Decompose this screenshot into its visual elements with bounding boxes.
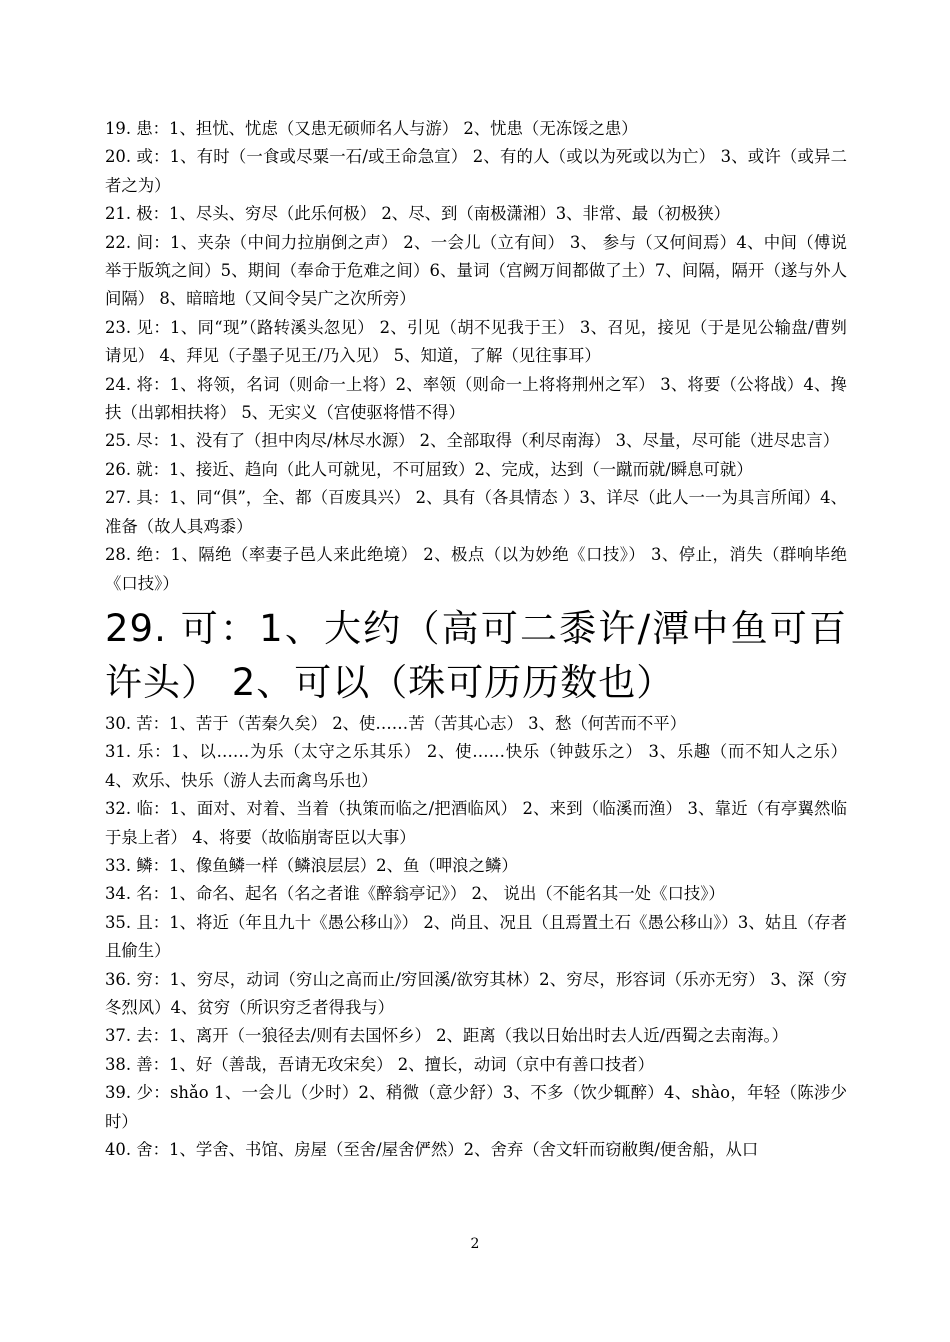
- entry-31: 31. 乐：1、以……为乐（太守之乐其乐） 2、使……快乐（钟鼓乐之） 3、乐趣（而不知人之乐） 4、欢乐、快乐（游人去而禽鸟乐也）: [105, 742, 847, 790]
- entry-24: 24. 将：1、将领，名词（则命一上将）2、率领（则命一上将将荆州之军） 3、将要（公将战）4、搀扶（出郭相扶将） 5、无实义（宫使驱将惜不得）: [105, 374, 847, 423]
- entry-19: 19. 患：1、担忧、忧虑（又患无硕师名人与游） 2、忧患（无冻馁之患）: [105, 119, 638, 138]
- entry-33: 33. 鳞：1、像鱼鳞一样（鳞浪层层）2、鱼（呷浪之鳞）: [105, 855, 518, 875]
- entry-37: 37. 去：1、离开（一狼径去/则有去国怀乡） 2、距离（我以日始出时去人近/西蜀之去南海。）: [105, 1026, 789, 1046]
- entry-22: 22. 间：1、夹杂（中间力拉崩倒之声） 2、一会儿（立有间） 3、 参与（又何间焉）4、中间（傅说举于版筑之间）5、期间（奉命于危难之间）6、量词（宫阙万间都做了土）7、间隔，隔开（遂与外人间隔） 8、暗暗地（又间令吴广之次所旁）: [105, 232, 847, 309]
- entry-23: 23. 见：1、同“现”（路转溪头忽见） 2、引见（胡不见我于王） 3、召见，接见（于是见公输盘/曹刿请见） 4、拜见（子墨子见王/乃入见） 5、知道，了解（见往事耳）: [105, 317, 847, 366]
- entry-28: 28. 绝：1、隔绝（率妻子邑人来此绝境） 2、极点（以为妙绝《口技》） 3、停止，消失（群响毕绝《口技》）: [105, 545, 847, 593]
- entry-36: 36. 穷：1、穷尽，动词（穷山之高而止/穷回溪/欲穷其林）2、穷尽，形容词（乐亦无穷） 3、深（穷冬烈风）4、贫穷（所识穷乏者得我与）: [105, 969, 847, 1017]
- entry-38: 38. 善：1、好（善哉，吾请无攻宋矣） 2、擅长，动词（京中有善口技者）: [105, 1054, 655, 1074]
- entry-29-large: 29. 可：1、大约（高可二黍许/潭中鱼可百许头） 2、可以（珠可历历数也）: [105, 606, 847, 704]
- entry-34: 34. 名：1、命名、起名（名之者谁《醉翁亭记》） 2、 说出（不能名其一处《口技》）: [105, 884, 725, 904]
- entry-27: 27. 具：1、同“俱”，全、都（百废具兴） 2、具有（各具情态 ）3、详尽（此人一一为具言所闻）4、准备（故人具鸡黍）: [105, 488, 847, 536]
- entry-21: 21. 极：1、尽头、穷尽（此乐何极） 2、尽、到（南极潇湘）3、非常、最（初极狭）: [105, 204, 731, 224]
- entry-35: 35. 且：1、将近（年且九十《愚公移山》） 2、尚且、况且（且焉置土石《愚公移山》）3、姑且（存者且偷生）: [105, 912, 847, 961]
- entry-20: 20. 或：1、有时（一食或尽粟一石/或王命急宣） 2、有的人（或以为死或以为亡） 3、或许（或异二者之为）: [105, 147, 847, 195]
- page-number: 2: [470, 1236, 480, 1252]
- entry-26: 26. 就：1、接近、趋向（此人可就见，不可屈致）2、完成，达到（一蹴而就/瞬息可就）: [105, 459, 753, 479]
- entry-39: 39. 少：shǎo 1、一会儿（少时）2、稍微（意少舒）3、不多（饮少辄醉）4、shào，年轻（陈涉少时）: [105, 1083, 847, 1131]
- entry-40: 40. 舍：1、学舍、书馆、房屋（至舍/屋舍俨然）2、舍弃（舍文轩而窃敝舆/便舍船，从口: [105, 1140, 759, 1159]
- entry-30: 30. 苦：1、苦于（苦秦久矣） 2、使……苦（苦其心志） 3、愁（何苦而不平）: [105, 713, 687, 733]
- entry-25: 25. 尽：1、没有了（担中肉尽/林尽水源） 2、全部取得（利尽南海） 3、尽量，尽可能（进尽忠言）: [105, 431, 840, 451]
- page-content: [105, 115, 847, 1164]
- entry-32: 32. 临：1、面对、对着、当着（执策而临之/把酒临风） 2、来到（临溪而渔） 3、靠近（有亭翼然临于泉上者） 4、将要（故临崩寄臣以大事）: [105, 799, 847, 847]
